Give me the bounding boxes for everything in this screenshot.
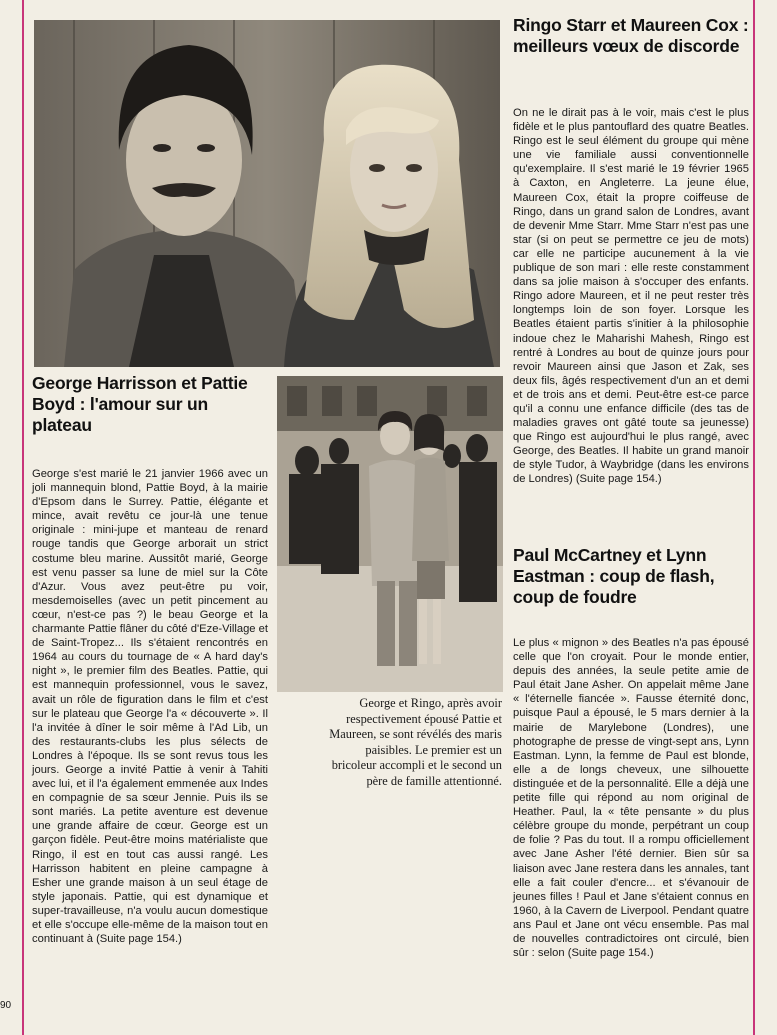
left-margin-rule (22, 0, 24, 1035)
crowd-photo (277, 376, 503, 692)
portrait-photo-drawing (34, 20, 500, 367)
portrait-photo (34, 20, 500, 367)
page-number: 90 (0, 1000, 12, 1011)
crowd-photo-drawing (277, 376, 503, 692)
paul-headline: Paul McCartney et Lynn Eastman : coup de flash, coup de foudre (513, 545, 715, 607)
george-headline: George Harrisson et Pattie Boyd : l'amour sur un plateau (32, 373, 248, 435)
ringo-headline: Ringo Starr et Maureen Cox : meilleurs vœux de discorde (513, 15, 749, 56)
paul-article-body: Le plus « mignon » des Beatles n'a pas épousé celle que l'on croyait. Pour le monde entier, depuis des années, la seule petite amie de Paul était Jane Asher. On appelait même Jane « l'éternelle fiancée ». Fausse éternité donc, puisque Paul a épousé, le 5 mars dernier à la mairie de Marylebone (Londres), une photographe de presse de vingt-sept ans, Lynn Eastman. Lynn, la femme de Paul est blonde, elle a de longs cheveux, une silhouette distinguée et de la personnalité. Elle a déjà une petite fille qui répond au nom original de Heather. Paul, la « tête pensante » du plus célèbre groupe du monde, perpétrant un coup de folie ? Pas du tout. Il a rompu officiellement avec Jane Asher l'été dernier. Bien sûr sa liaison avec Jane restera dans les annales, tant elle a fait couler d'encre... et s'évanouir de jeunes filles ! Paul et Jane s'étaient connus en 1960, à la Cavern de Liverpool. Pendant quatre ans Paul et Jane ont vécu ensemble. Pas mal de nouvelles contradictoires ont circulé, bien sûr : selon (Suite page 154.) (513, 637, 749, 960)
right-margin-rule (753, 0, 755, 1035)
george-article-body: George s'est marié le 21 janvier 1966 avec un joli mannequin blond, Pattie Boyd, à la mairie d'Epsom dans le Surrey. Pattie, élégante et mince, avait revêtu ce jour-là une tenue originale : mini-jupe et manteau de renard rouge tandis que George arborait un strict costume bleu marine. Aussitôt marié, George est venu passer sa lune de miel sur la Côte d'Azur. Vous avez peut-être pu voir, mesdemoiselles (avec un petit pincement au cœur, n'est-ce pas ?) le beau George et la charmante Pattie flâner du côté d'Eze-Village et de Saint-Tropez... Ils s'étaient rencontrés en 1964 au cours du tournage de « A hard day's night », le premier film des Beatles. Pattie, qui est mannequin professionnel, vous le savez, avait un rôle de figuration dans le film et c'est sur le plateau que George l'a « découverte ». Il l'a invitée à dîner le soir même à l'Ad Lib, un des restaurants-clubs les plus sélects de Londres à l'époque. Ils se sont revus tous les jours. George a invité Pattie à venir à Tahiti avec lui, et il l'a également emmenée aux Indes en compagnie de sa sœur Jennie. Puis ils se sont mariés. La petite aventure est devenue une grande affaire de cœur. George est un garçon fidèle. Peut-être moins matérialiste que Ringo, il est en tout cas aussi rangé. Les Harrisson habitent en pleine campagne à Esher une grande maison à un seul étage de style japonais. Pattie, qui est dynamique et super-travailleuse, n'a voulu aucun domestique et elle s'occupe elle-même de la maison tout en continuant à (Suite page 154.) (32, 468, 268, 946)
photo-caption: George et Ringo, après avoir respectivement épousé Pattie et Maureen, se sont révélés des maris paisibles. Le premier est un bricoleur accompli et le second un père de famille attentionné. (329, 696, 502, 788)
ringo-article-body: On ne le dirait pas à le voir, mais c'est le plus fidèle et le plus pantouflard des quatre Beatles. Ringo est le seul élément du groupe qui mène une vie familiale aussi conventionnelle qu'exemplaire. Il s'est marié le 19 février 1965 à Caxton, en Angleterre. La jeune élue, Maureen Cox, était la propre coiffeuse de Ringo, dans un grand salon de Londres, avant de devenir Mme Starr. Mme Starr n'est pas une star (si on peut se permettre ce jeu de mots) car elle ne participe aucunement à la vie publique de son mari : elle reste constamment dans sa jolie maison à s'occuper des enfants. Ringo adore Maureen, et il ne peut rester très longtemps loin de son foyer. Lorsque les Beatles étaient partis s'initier à la philosophie indoue chez le Maharishi Mahesh, Ringo est rentré à Londres au bout de quinze jours pour revoir Maureen ainsi que Jason et Zak, ses deux fils, âgés respectivement d'un an et demi et de trois ans et demi. Peut-être est-ce parce qu'il a connu une enfance difficile (des tas de maladies graves ont gâté toute sa jeunesse) que Ringo est aujourd'hui le plus rangé, avec George, des Beatles. Il habite un grand manoir de style Tudor, à Waybridge (dans les environs de Londres) (Suite page 154.) (513, 107, 749, 486)
